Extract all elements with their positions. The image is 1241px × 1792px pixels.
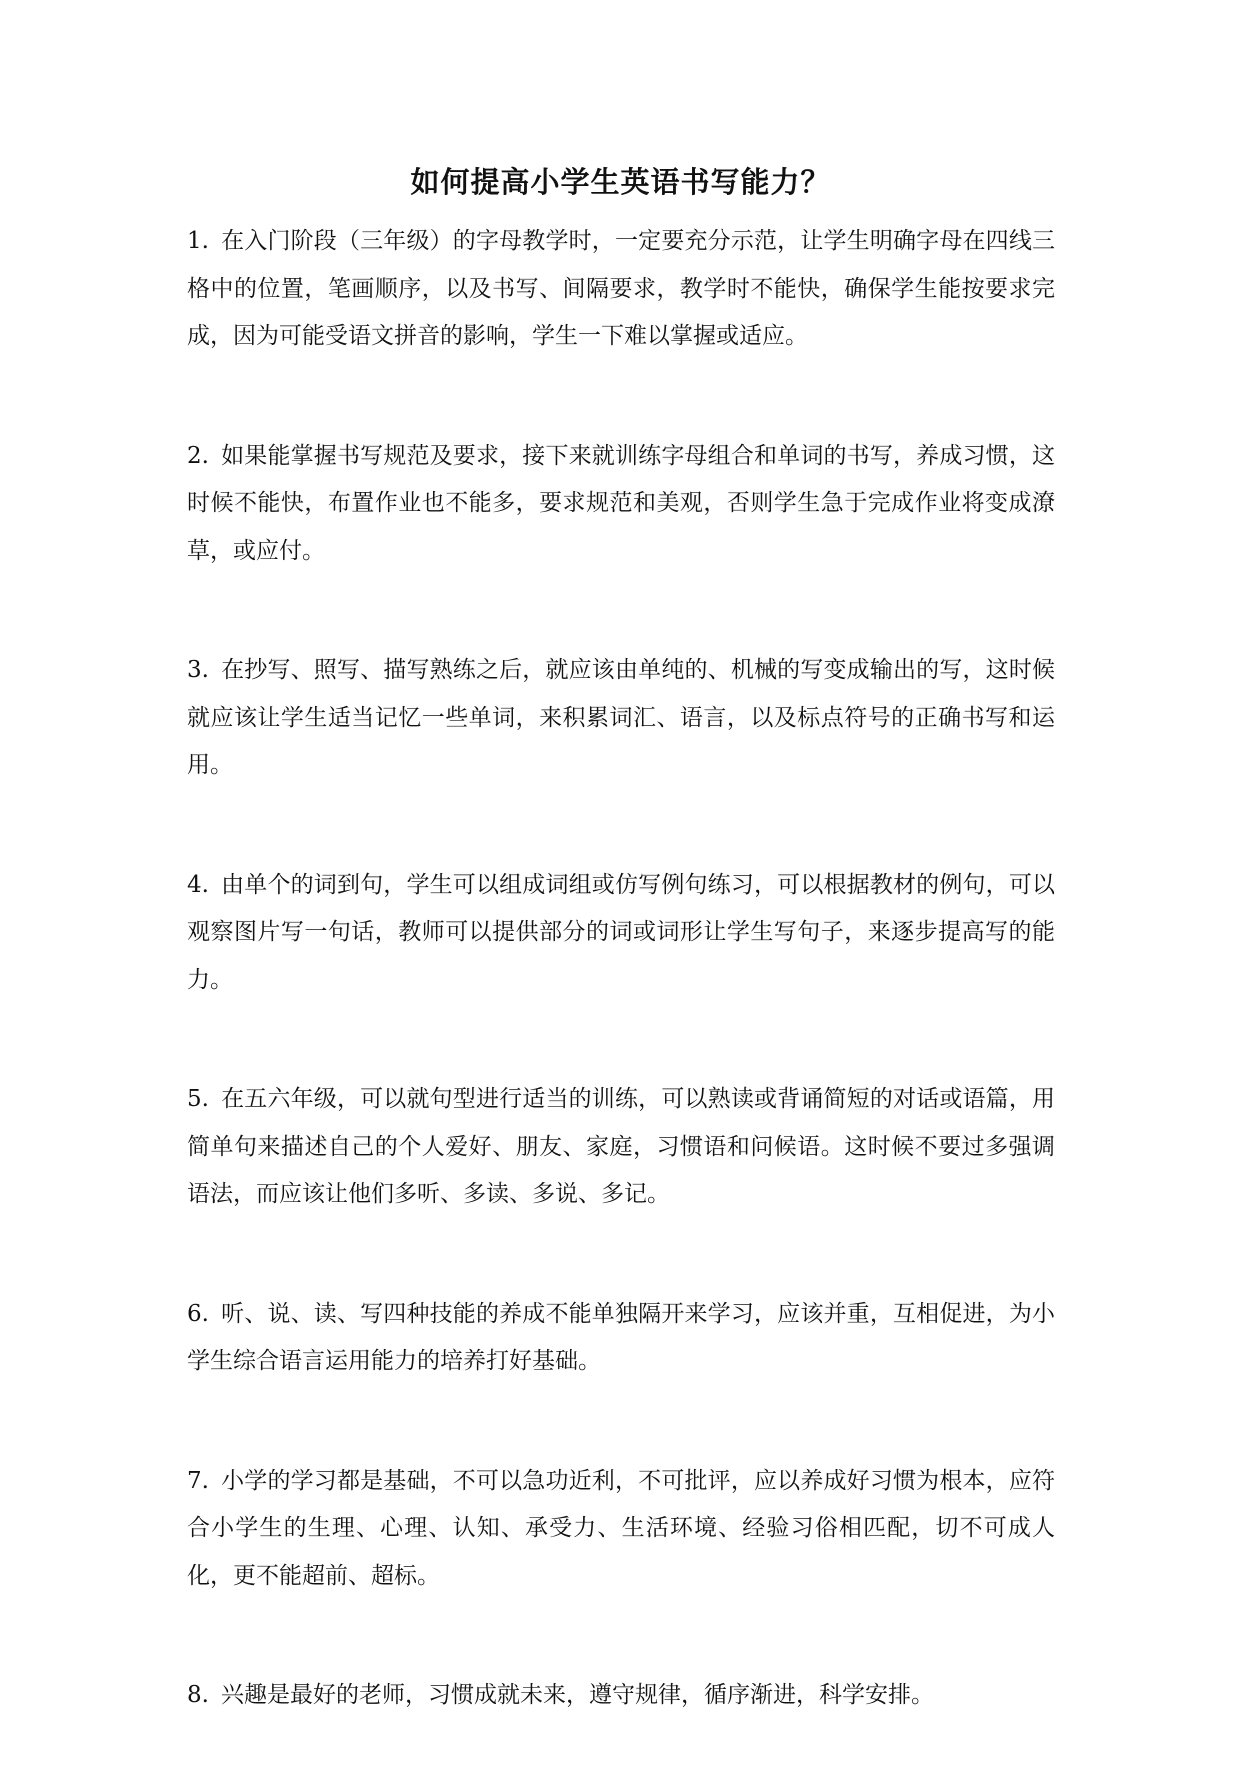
paragraph-text: 在五六年级，可以就句型进行适当的训练，可以熟读或背诵简短的对话或语篇，用简单句来描述自己的个人爱好、朋友、家庭，习惯语和问候语。这时候不要过多强调语法，而应该让他们多听、多读、多说、多记。 xyxy=(187,1086,1055,1207)
paragraph-text: 在入门阶段（三年级）的字母教学时，一定要充分示范，让学生明确字母在四线三格中的位置，笔画顺序，以及书写、间隔要求，教学时不能快，确保学生能按要求完成，因为可能受语文拼音的影响，学生一下难以掌握或适应。 xyxy=(187,228,1055,349)
paragraph-5 xyxy=(187,1076,1055,1219)
paragraph-1 xyxy=(187,218,1055,361)
paragraph-4 xyxy=(187,862,1055,1005)
paragraph-3 xyxy=(187,647,1055,790)
paragraph-number: 1. xyxy=(187,228,209,254)
paragraph-number: 6. xyxy=(187,1300,209,1327)
paragraph-6 xyxy=(187,1291,1055,1386)
paragraph-text: 小学的学习都是基础，不可以急功近利，不可批评，应以养成好习惯为根本，应符合小学生的生理、心理、认知、承受力、生活环境、经验习俗相匹配，切不可成人化，更不能超前、超标。 xyxy=(187,1467,1055,1589)
paragraph-number: 2. xyxy=(187,442,209,469)
paragraph-number: 5. xyxy=(187,1086,209,1112)
paragraph-7 xyxy=(187,1458,1055,1601)
document-title: 如何提高小学生英语书写能力？ xyxy=(410,165,831,199)
paragraph-text: 听、说、读、写四种技能的养成不能单独隔开来学习，应该并重，互相促进，为小学生综合语言运用能力的培养打好基础。 xyxy=(187,1300,1055,1374)
paragraph-number: 3. xyxy=(187,657,209,683)
paragraph-8 xyxy=(187,1672,1055,1720)
paragraph-text: 如果能掌握书写规范及要求，接下来就训练字母组合和单词的书写，养成习惯，这时候不能快，布置作业也不能多，要求规范和美观，否则学生急于完成作业将变成潦草，或应付。 xyxy=(187,442,1055,564)
paragraph-text: 兴趣是最好的老师，习惯成就未来，遵守规律，循序渐进，科学安排。 xyxy=(220,1682,934,1708)
paragraph-number: 4. xyxy=(187,871,209,898)
paragraph-2 xyxy=(187,433,1055,576)
paragraph-text: 在抄写、照写、描写熟练之后，就应该由单纯的、机械的写变成输出的写，这时候就应该让学生适当记忆一些单词，来积累词汇、语言，以及标点符号的正确书写和运用。 xyxy=(187,657,1055,778)
paragraph-number: 7. xyxy=(187,1467,209,1494)
paragraph-number: 8. xyxy=(187,1682,209,1708)
paragraph-text: 由单个的词到句，学生可以组成词组或仿写例句练习，可以根据教材的例句，可以观察图片写一句话，教师可以提供部分的词或词形让学生写句子，来逐步提高写的能力。 xyxy=(187,871,1055,993)
paragraph-list xyxy=(187,218,1055,1792)
